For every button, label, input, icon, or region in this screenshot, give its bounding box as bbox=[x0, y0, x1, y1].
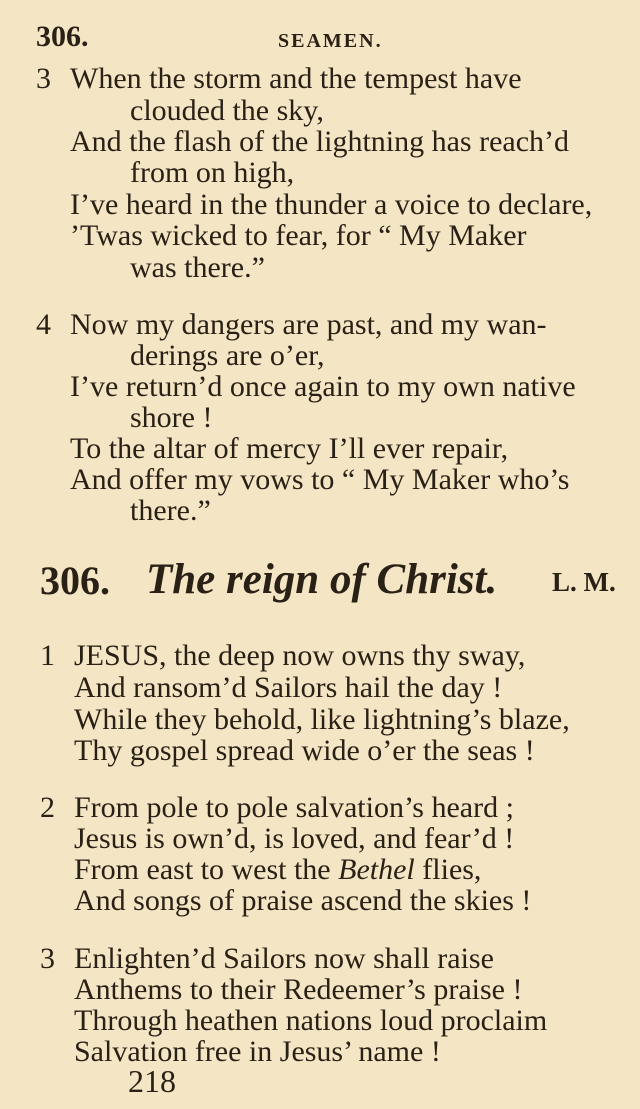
verse-line-text: flies, bbox=[414, 853, 482, 886]
stanza-line: And the flash of the lightning has reach’d bbox=[70, 125, 570, 158]
stanza-line: derings are o’er, bbox=[130, 339, 325, 372]
stanza-line: To the altar of mercy I’ll ever repair, bbox=[70, 432, 509, 465]
stanza-number: 4 bbox=[36, 308, 51, 341]
stanza-line: shore ! bbox=[130, 401, 213, 434]
stanza-line: there.” bbox=[130, 494, 211, 527]
verse-line: Salvation free in Jesus’ name ! bbox=[74, 1035, 441, 1068]
stanza-line: I’ve return’d once again to my own native bbox=[70, 370, 576, 403]
verse-line: Thy gospel spread wide o’er the seas ! bbox=[74, 734, 535, 767]
stanza-line: And offer my vows to “ My Maker who’s bbox=[70, 463, 570, 496]
page-number: 306. bbox=[36, 20, 89, 53]
verse-line: And songs of praise ascend the skies ! bbox=[74, 884, 532, 917]
stanza-line: from on high, bbox=[130, 156, 295, 189]
stanza-line: clouded the sky, bbox=[130, 94, 324, 127]
verse-line: While they behold, like lightning’s blaze, bbox=[74, 703, 570, 736]
stanza-line: was there.” bbox=[130, 251, 265, 284]
verse-number: 1 bbox=[40, 639, 55, 672]
verse-line-italic-word: Bethel bbox=[338, 853, 415, 886]
verse-line: Jesus is own’d, is loved, and fear’d ! bbox=[74, 822, 515, 855]
verse-line: From pole to pole salvation’s heard ; bbox=[74, 791, 514, 824]
hymn-number: 306. bbox=[40, 558, 110, 603]
verse-line: And ransom’d Sailors hail the day ! bbox=[74, 671, 503, 704]
verse-number: 3 bbox=[40, 942, 55, 975]
running-title: SEAMEN. bbox=[278, 30, 383, 52]
hymn-heading bbox=[40, 557, 630, 607]
hymn-title: The reign of Christ. bbox=[146, 556, 498, 603]
verse-line: Enlighten’d Sailors now shall raise bbox=[74, 942, 494, 975]
verse-line: Anthems to their Redeemer’s praise ! bbox=[74, 973, 523, 1006]
verse-line: JESUS, the deep now owns thy sway, bbox=[74, 639, 526, 672]
stanza-line: When the storm and the tempest have bbox=[70, 62, 522, 95]
stanza-line: Now my dangers are past, and my wan- bbox=[70, 308, 547, 341]
verse-line-text: From east to west the bbox=[74, 853, 339, 886]
stanza-line: I’ve heard in the thunder a voice to declare, bbox=[70, 188, 593, 221]
verse-number: 2 bbox=[40, 791, 55, 824]
stanza-line: ’Twas wicked to fear, for “ My Maker bbox=[70, 219, 527, 252]
hymn-meter: L. M. bbox=[552, 567, 616, 597]
stanza-number: 3 bbox=[36, 62, 51, 95]
verse-line: Through heathen nations loud proclaim bbox=[74, 1004, 548, 1037]
signature-mark: 218 bbox=[128, 1063, 176, 1099]
